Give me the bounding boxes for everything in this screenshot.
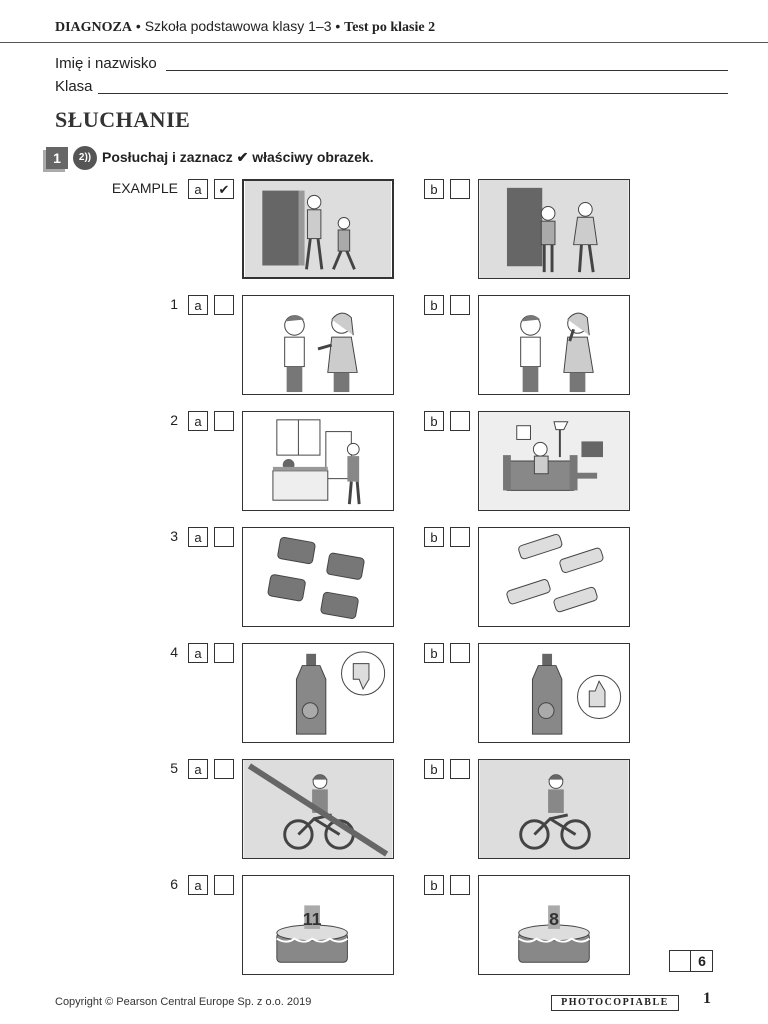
score-box bbox=[669, 950, 713, 972]
pencil-sharpeners-image-svg bbox=[243, 528, 393, 626]
class-field-line[interactable] bbox=[98, 93, 728, 94]
header-subtitle: Szkoła podstawowa klasy 1–3 bbox=[144, 18, 332, 34]
boy-girl-waving-image-svg bbox=[243, 296, 393, 394]
cake-number-b: 8 bbox=[549, 909, 559, 929]
option-b-letter: b bbox=[424, 875, 444, 895]
bike-crossed-image-svg bbox=[243, 760, 393, 858]
section-title: SŁUCHANIE bbox=[55, 107, 191, 132]
option-b-checkbox[interactable] bbox=[450, 759, 470, 779]
boy-leaving-door-image[interactable] bbox=[242, 179, 394, 279]
option-a-checkbox[interactable]: ✔ bbox=[214, 179, 234, 199]
juice-thumbs-down-image[interactable] bbox=[242, 643, 394, 743]
header-test: Test po klasie 2 bbox=[344, 20, 436, 35]
page-number: 1 bbox=[703, 990, 711, 1007]
bike-image[interactable] bbox=[478, 759, 630, 859]
option-a-letter: a bbox=[188, 759, 208, 779]
separator: • bbox=[132, 18, 145, 34]
boy-girl-at-door-image[interactable] bbox=[478, 179, 630, 279]
boy-girl-worried-image[interactable] bbox=[478, 295, 630, 395]
row-label: 2 bbox=[170, 412, 178, 428]
boy-girl-at-door-image-svg bbox=[479, 180, 629, 278]
bike-image-svg bbox=[479, 760, 629, 858]
cake-number-a: 11 bbox=[302, 909, 322, 929]
row-label: 5 bbox=[170, 760, 178, 776]
option-a-letter: a bbox=[188, 411, 208, 431]
row-label: 1 bbox=[170, 296, 178, 312]
option-a-checkbox[interactable] bbox=[214, 875, 234, 895]
audio-track-icon: 2)) bbox=[73, 146, 97, 170]
bike-crossed-image[interactable] bbox=[242, 759, 394, 859]
brand-name: DIAGNOZA bbox=[55, 20, 133, 35]
option-a-checkbox[interactable] bbox=[214, 411, 234, 431]
row-label: 3 bbox=[170, 528, 178, 544]
boy-girl-worried-image-svg bbox=[479, 296, 629, 394]
living-room-image-svg bbox=[479, 412, 629, 510]
option-b-letter: b bbox=[424, 179, 444, 199]
option-b-checkbox[interactable] bbox=[450, 527, 470, 547]
option-b-letter: b bbox=[424, 295, 444, 315]
kitchen-image-svg bbox=[243, 412, 393, 510]
option-b-checkbox[interactable] bbox=[450, 875, 470, 895]
option-a-letter: a bbox=[188, 527, 208, 547]
cake-8-image-svg bbox=[479, 876, 629, 974]
cake-11-image-svg bbox=[243, 876, 393, 974]
option-a-letter: a bbox=[188, 295, 208, 315]
boy-girl-waving-image[interactable] bbox=[242, 295, 394, 395]
cake-11-image[interactable] bbox=[242, 875, 394, 975]
boy-leaving-door-image-svg bbox=[244, 181, 392, 277]
score-value: 6 bbox=[698, 953, 706, 969]
name-field-line[interactable] bbox=[166, 70, 728, 71]
option-a-letter: a bbox=[188, 875, 208, 895]
option-b-checkbox[interactable] bbox=[450, 295, 470, 315]
page-header bbox=[55, 18, 435, 36]
juice-thumbs-up-image[interactable] bbox=[478, 643, 630, 743]
class-field-label: Klasa bbox=[55, 78, 93, 95]
option-b-letter: b bbox=[424, 411, 444, 431]
header-divider bbox=[0, 42, 768, 43]
track-number: 2 bbox=[78, 152, 85, 163]
erasers-image[interactable] bbox=[478, 527, 630, 627]
task-number-badge: 1 bbox=[46, 147, 68, 169]
option-a-letter: a bbox=[188, 643, 208, 663]
row-label: 6 bbox=[170, 876, 178, 892]
photocopiable-label: PHOTOCOPIABLE bbox=[551, 995, 679, 1011]
option-a-letter: a bbox=[188, 179, 208, 199]
option-b-letter: b bbox=[424, 643, 444, 663]
copyright: Copyright © Pearson Central Europe Sp. z o.o. 2019 bbox=[55, 996, 312, 1008]
kitchen-image[interactable] bbox=[242, 411, 394, 511]
option-a-checkbox[interactable] bbox=[214, 527, 234, 547]
option-a-checkbox[interactable] bbox=[214, 295, 234, 315]
option-b-letter: b bbox=[424, 759, 444, 779]
option-b-checkbox[interactable] bbox=[450, 411, 470, 431]
option-b-letter: b bbox=[424, 527, 444, 547]
option-a-checkbox[interactable] bbox=[214, 643, 234, 663]
pencil-sharpeners-image[interactable] bbox=[242, 527, 394, 627]
erasers-image-svg bbox=[479, 528, 629, 626]
juice-thumbs-down-image-svg bbox=[243, 644, 393, 742]
row-label: EXAMPLE bbox=[111, 180, 178, 196]
juice-thumbs-up-image-svg bbox=[479, 644, 629, 742]
option-b-checkbox[interactable] bbox=[450, 643, 470, 663]
row-label: 4 bbox=[170, 644, 178, 660]
separator: • bbox=[331, 18, 345, 34]
task-instruction: Posłuchaj i zaznacz ✔ właściwy obrazek. bbox=[102, 149, 374, 165]
living-room-image[interactable] bbox=[478, 411, 630, 511]
name-field-label: Imię i nazwisko bbox=[55, 55, 157, 72]
cake-8-image[interactable] bbox=[478, 875, 630, 975]
option-b-checkbox[interactable] bbox=[450, 179, 470, 199]
option-a-checkbox[interactable] bbox=[214, 759, 234, 779]
